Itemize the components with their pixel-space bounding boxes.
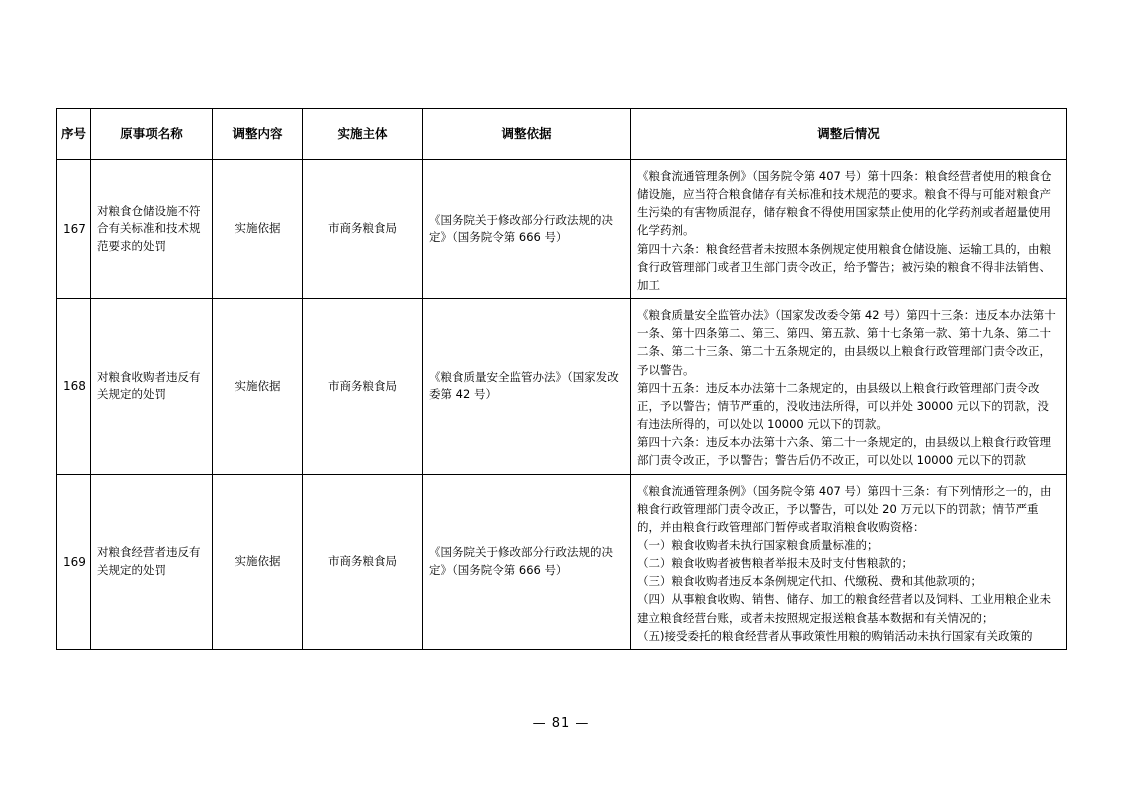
cell-after xyxy=(631,160,1067,299)
table-header xyxy=(57,109,1067,160)
after-paragraph: 《粮食质量安全监管办法》（国家发改委令第 42 号）第四十三条：违反本办法第十一条、第十四条第二、第三、第四、第五款、第十七条第一款、第十九条、第二十二条、第二十三条、第二十五条规定的，由县级以上粮食行政管理部门责令改正，予以警告。 xyxy=(637,308,1056,377)
cell-basis: 《粮食质量安全监管办法》（国家发改委第 42 号） xyxy=(423,299,631,474)
cell-no: 168 xyxy=(57,299,91,474)
cell-no: 169 xyxy=(57,474,91,649)
column-header-basis: 调整依据 xyxy=(423,109,631,160)
adjustment-items-table xyxy=(56,108,1067,650)
cell-item-name: 对粮食仓储设施不符合有关标准和技术规范要求的处罚 xyxy=(91,160,213,299)
column-header-no: 序号 xyxy=(57,109,91,160)
cell-basis: 《国务院关于修改部分行政法规的决定》（国务院令第 666 号） xyxy=(423,474,631,649)
after-paragraph: 第四十五条：违反本办法第十二条规定的，由县级以上粮食行政管理部门责令改正，予以警告；情节严重的，没收违法所得，可以并处 30000 元以下的罚款，没有违法所得的，可以处以 10000 元以下的罚款。 xyxy=(637,380,1049,432)
column-header-after: 调整后情况 xyxy=(631,109,1067,160)
cell-after xyxy=(631,474,1067,649)
table-header-row xyxy=(57,109,1067,160)
cell-after xyxy=(631,299,1067,474)
table-row xyxy=(57,474,1067,649)
cell-subject: 市商务粮食局 xyxy=(303,474,423,649)
table-row xyxy=(57,160,1067,299)
cell-adjust-content: 实施依据 xyxy=(213,474,303,649)
after-paragraph: （一）粮食收购者未执行国家粮食质量标准的； xyxy=(637,537,879,552)
after-paragraph: 第四十六条：违反本办法第十六条、第二十一条规定的，由县级以上粮食行政管理部门责令改正，予以警告；警告后仍不改正，可以处以 10000 元以下的罚款 xyxy=(637,435,1051,468)
after-paragraph: 《粮食流通管理条例》（国务院令第 407 号）第十四条：粮食经营者使用的粮食仓储设施，应当符合粮食储存有关标准和技术规范的要求。粮食不得与可能对粮食产生污染的有害物质混存，储存粮食不得使用国家禁止使用的化学药剂或者超量使用化学药剂。 xyxy=(637,169,1052,238)
after-paragraph: （二）粮食收购者被售粮者举报未及时支付售粮款的； xyxy=(637,556,913,571)
cell-adjust-content: 实施依据 xyxy=(213,160,303,299)
cell-item-name: 对粮食收购者违反有关规定的处罚 xyxy=(91,299,213,474)
cell-basis: 《国务院关于修改部分行政法规的决定》（国务院令第 666 号） xyxy=(423,160,631,299)
column-header-name: 原事项名称 xyxy=(91,109,213,160)
after-paragraph: （三）粮食收购者违反本条例规定代扣、代缴税、费和其他款项的； xyxy=(637,574,982,589)
after-paragraph: （四）从事粮食收购、销售、储存、加工的粮食经营者以及饲料、工业用粮企业未建立粮食经营台账，或者未按照规定报送粮食基本数据和有关情况的； xyxy=(637,592,1051,625)
cell-subject: 市商务粮食局 xyxy=(303,160,423,299)
table-row xyxy=(57,299,1067,474)
after-paragraph: （五)接受委托的粮食经营者从事政策性用粮的购销活动未执行国家有关政策的 xyxy=(637,628,1033,643)
cell-item-name: 对粮食经营者违反有关规定的处罚 xyxy=(91,474,213,649)
page-number: — 81 — xyxy=(532,716,590,731)
after-paragraph: 第四十六条：粮食经营者未按照本条例规定使用粮食仓储设施、运输工具的，由粮食行政管理部门或者卫生部门责令改正，给予警告；被污染的粮食不得非法销售、加工 xyxy=(637,241,1051,292)
cell-no: 167 xyxy=(57,160,91,299)
cell-adjust-content: 实施依据 xyxy=(213,299,303,474)
column-header-content: 调整内容 xyxy=(213,109,303,160)
after-paragraph: 《粮食流通管理条例》（国务院令第 407 号）第四十三条：有下列情形之一的，由粮食行政管理部门责令改正，予以警告，可以处 20 万元以下的罚款；情节严重的，并由粮食行政管理部门暂停或者取消粮食收购资格： xyxy=(637,483,1052,534)
column-header-subject: 实施主体 xyxy=(303,109,423,160)
cell-subject: 市商务粮食局 xyxy=(303,299,423,474)
table-body xyxy=(57,160,1067,650)
